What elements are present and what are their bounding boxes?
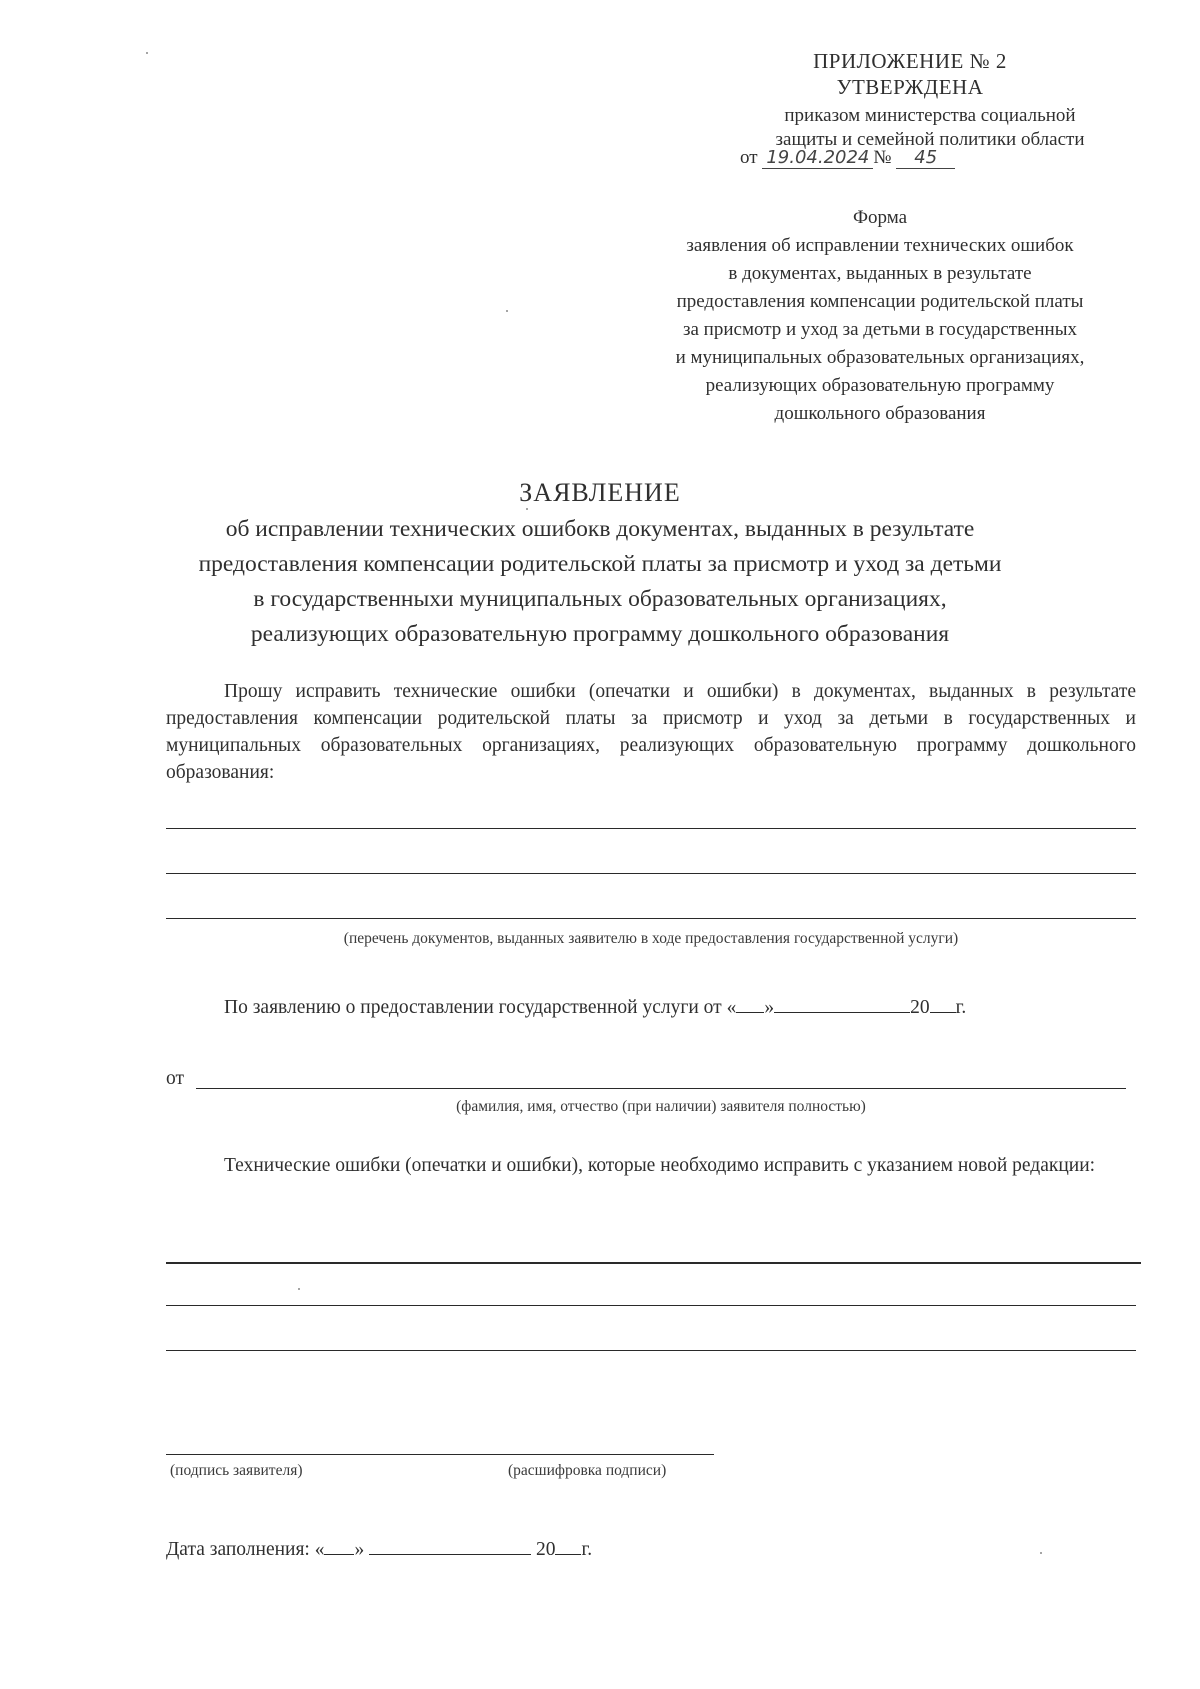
order-date-line xyxy=(740,147,1180,169)
form-description-line: и муниципальных образовательных организациях, xyxy=(675,347,1085,368)
request-paragraph: Прошу исправить технические ошибки (опечатки и ошибки) в документах, выданных в результате предоставления компенсации родительской платы за присмотр и уход за детьми в государственных и муниципальных образовательных организациях, реализующих образовательную программу дошкольного образования: xyxy=(166,681,1136,783)
errors-paragraph: Технические ошибки (опечатки и ошибки), которые необходимо исправить с указанием новой редакции: xyxy=(224,1155,1096,1176)
application-year-suffix: г. xyxy=(955,997,967,1018)
application-quote-close: » xyxy=(764,997,775,1018)
subtitle-line: реализующих образовательную программу дошкольного образования xyxy=(250,621,950,647)
form-description xyxy=(600,204,1160,428)
subtitle-line: предоставления компенсации родительской платы за присмотр и уход за детьми xyxy=(198,551,1002,577)
subtitle-line: в государственныхи муниципальных образовательных организациях, xyxy=(253,586,947,612)
form-description-line: за присмотр и уход за детьми в государственных xyxy=(682,319,1077,340)
errors-input-line-3[interactable] xyxy=(166,1350,1136,1351)
errors-input-line-2[interactable] xyxy=(166,1305,1136,1306)
application-text: По заявлению о предоставлении государственной услуги от « xyxy=(224,997,737,1018)
errors-input-line-1[interactable] xyxy=(166,1262,1141,1264)
application-month-field[interactable] xyxy=(774,994,910,1013)
applicant-caption: (фамилия, имя, отчество (при наличии) заявителя полностью) xyxy=(456,1098,866,1115)
number-prefix: № xyxy=(873,147,892,168)
order-date-value: 19.04.2024 xyxy=(762,147,873,169)
date-prefix: от xyxy=(740,147,758,168)
application-date-row xyxy=(224,994,966,1019)
application-day-field[interactable] xyxy=(736,994,764,1013)
documents-input-line-1[interactable] xyxy=(166,828,1136,829)
fill-year-field[interactable] xyxy=(555,1536,581,1555)
form-description-line: в документах, выданных в результате xyxy=(728,263,1032,284)
form-description-line: реализующих образовательную программу xyxy=(705,375,1055,396)
applicant-name-field[interactable] xyxy=(196,1088,1126,1089)
order-line-1: приказом министерства социальной xyxy=(784,105,1076,126)
application-year-prefix: 20 xyxy=(910,997,930,1018)
document-title: ЗАЯВЛЕНИЕ xyxy=(519,478,681,507)
documents-caption: (перечень документов, выданных заявителю в ходе предоставления государственной услуги) xyxy=(343,930,959,947)
order-number-value: 45 xyxy=(896,147,955,169)
fill-year-prefix: 20 xyxy=(535,1539,556,1560)
decryption-caption: (расшифровка подписи) xyxy=(508,1462,667,1479)
application-year-field[interactable] xyxy=(930,994,956,1013)
scan-speck xyxy=(1040,1552,1042,1554)
fill-day-field[interactable] xyxy=(324,1536,354,1555)
appendix-label: ПРИЛОЖЕНИЕ № 2 xyxy=(813,49,1007,73)
scan-speck xyxy=(146,52,148,54)
scan-speck xyxy=(526,508,528,510)
scan-speck xyxy=(506,310,508,312)
document-subtitle xyxy=(120,512,1080,652)
order-line-2: защиты и семейной политики области xyxy=(775,129,1085,150)
form-description-line: предоставления компенсации родительской платы xyxy=(676,291,1084,312)
signature-field[interactable] xyxy=(166,1454,714,1455)
signature-caption: (подпись заявителя) xyxy=(170,1462,303,1479)
applicant-label: от xyxy=(166,1068,185,1089)
fill-quote-close: » xyxy=(354,1539,365,1560)
fill-date-label: Дата заполнения: « xyxy=(166,1539,325,1560)
fill-year-suffix: г. xyxy=(581,1539,593,1560)
form-description-line: дошкольного образования xyxy=(774,403,986,424)
documents-input-line-3[interactable] xyxy=(166,918,1136,919)
fill-date-row xyxy=(166,1536,592,1561)
subtitle-line: об исправлении технических ошибокв документах, выданных в результате xyxy=(225,516,975,542)
approved-label: УТВЕРЖДЕНА xyxy=(836,75,984,99)
documents-input-line-2[interactable] xyxy=(166,873,1136,874)
fill-month-field[interactable] xyxy=(369,1536,531,1555)
form-description-line: Форма xyxy=(852,207,908,228)
form-description-line: заявления об исправлении технических ошибок xyxy=(686,235,1074,256)
scan-speck xyxy=(298,1288,300,1290)
